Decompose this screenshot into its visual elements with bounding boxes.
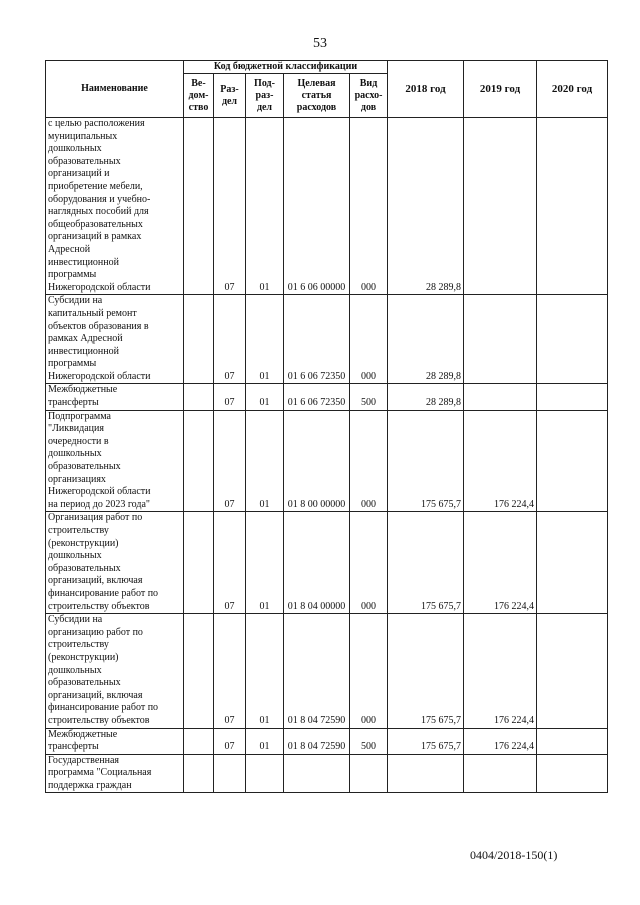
cell-podrazdel: 01 [246,295,284,384]
cell-2019 [464,754,537,793]
cell-2020 [537,512,608,614]
page-number: 53 [313,36,327,51]
row-name: Субсидии на организацию работ по строительству (реконструкции) дошкольных образовательных организаций, включая финансирование работ по строительству объектов [46,614,184,728]
header-2018: 2018 год [388,61,464,118]
cell-razdel: 07 [214,384,246,410]
cell-ved [184,295,214,384]
cell-2019 [464,384,537,410]
cell-2018 [388,754,464,793]
cell-podrazdel: 01 [246,728,284,754]
table-row [46,384,608,410]
cell-ved [184,512,214,614]
cell-vid: 000 [350,512,388,614]
cell-target: 01 8 04 72590 [284,728,350,754]
cell-2018: 175 675,7 [388,614,464,728]
cell-2018: 175 675,7 [388,728,464,754]
row-name: Субсидии на капитальный ремонт объектов образования в рамках Адресной инвестиционной программы Нижегородской области [46,295,184,384]
cell-ved [184,614,214,728]
cell-2020 [537,614,608,728]
cell-2020 [537,295,608,384]
cell-target: 01 8 04 72590 [284,614,350,728]
cell-vid: 000 [350,118,388,295]
cell-2020 [537,410,608,512]
cell-2018: 28 289,8 [388,118,464,295]
header-code-group: Код бюджетной классификации [184,61,388,74]
table-header [46,61,608,118]
cell-vid: 000 [350,614,388,728]
header-target: Целевая статья расходов [284,74,350,118]
cell-2018: 28 289,8 [388,295,464,384]
cell-2019: 176 224,4 [464,728,537,754]
cell-target [284,754,350,793]
cell-2020 [537,728,608,754]
cell-podrazdel: 01 [246,118,284,295]
row-name: Организация работ по строительству (реконструкции) дошкольных образовательных организаций, включая финансирование работ по строительству объектов [46,512,184,614]
cell-2019 [464,295,537,384]
cell-ved [184,118,214,295]
cell-podrazdel [246,754,284,793]
cell-podrazdel: 01 [246,384,284,410]
cell-target: 01 8 00 00000 [284,410,350,512]
budget-table [45,60,608,793]
cell-razdel: 07 [214,295,246,384]
header-vid: Вид расхо- дов [350,74,388,118]
header-podrazdel: Под- раз- дел [246,74,284,118]
table-row [46,295,608,384]
table-row [46,410,608,512]
row-name: Межбюджетные трансферты [46,728,184,754]
cell-vid: 000 [350,410,388,512]
header-2020: 2020 год [537,61,608,118]
header-2019: 2019 год [464,61,537,118]
row-name: Подпрограмма "Ликвидация очередности в дошкольных образовательных организациях Нижегородской области на период до 2023 года" [46,410,184,512]
cell-podrazdel: 01 [246,512,284,614]
cell-2019: 176 224,4 [464,512,537,614]
cell-2020 [537,118,608,295]
cell-2018: 175 675,7 [388,512,464,614]
cell-razdel: 07 [214,512,246,614]
cell-target: 01 8 04 00000 [284,512,350,614]
cell-ved [184,384,214,410]
cell-2018: 28 289,8 [388,384,464,410]
header-ved: Ве- дом- ство [184,74,214,118]
cell-razdel: 07 [214,614,246,728]
table-row [46,728,608,754]
cell-razdel: 07 [214,118,246,295]
cell-2019: 176 224,4 [464,614,537,728]
cell-2018: 175 675,7 [388,410,464,512]
header-name: Наименование [46,61,184,118]
cell-razdel: 07 [214,410,246,512]
cell-razdel: 07 [214,728,246,754]
row-name: с целью расположения муниципальных дошкольных образовательных организаций и приобретение мебели, оборудования и учебно- наглядных пособий для общеобразовательных организаций в рамках Адресной инвестиционной программы Нижегородской области [46,118,184,295]
cell-target: 01 6 06 00000 [284,118,350,295]
cell-2020 [537,384,608,410]
row-name: Государственная программа "Социальная поддержка граждан [46,754,184,793]
row-name: Межбюджетные трансферты [46,384,184,410]
cell-vid: 000 [350,295,388,384]
cell-2019: 176 224,4 [464,410,537,512]
table-row [46,614,608,728]
cell-razdel [214,754,246,793]
document-code: 0404/2018-150(1) [470,848,558,862]
cell-vid: 500 [350,384,388,410]
cell-podrazdel: 01 [246,410,284,512]
cell-vid: 500 [350,728,388,754]
cell-2019 [464,118,537,295]
cell-ved [184,410,214,512]
cell-2020 [537,754,608,793]
table-body [46,118,608,793]
cell-target: 01 6 06 72350 [284,295,350,384]
cell-ved [184,754,214,793]
header-razdel: Раз- дел [214,74,246,118]
cell-ved [184,728,214,754]
cell-target: 01 6 06 72350 [284,384,350,410]
cell-podrazdel: 01 [246,614,284,728]
table-row [46,118,608,295]
table-row [46,512,608,614]
table-row [46,754,608,793]
cell-vid [350,754,388,793]
